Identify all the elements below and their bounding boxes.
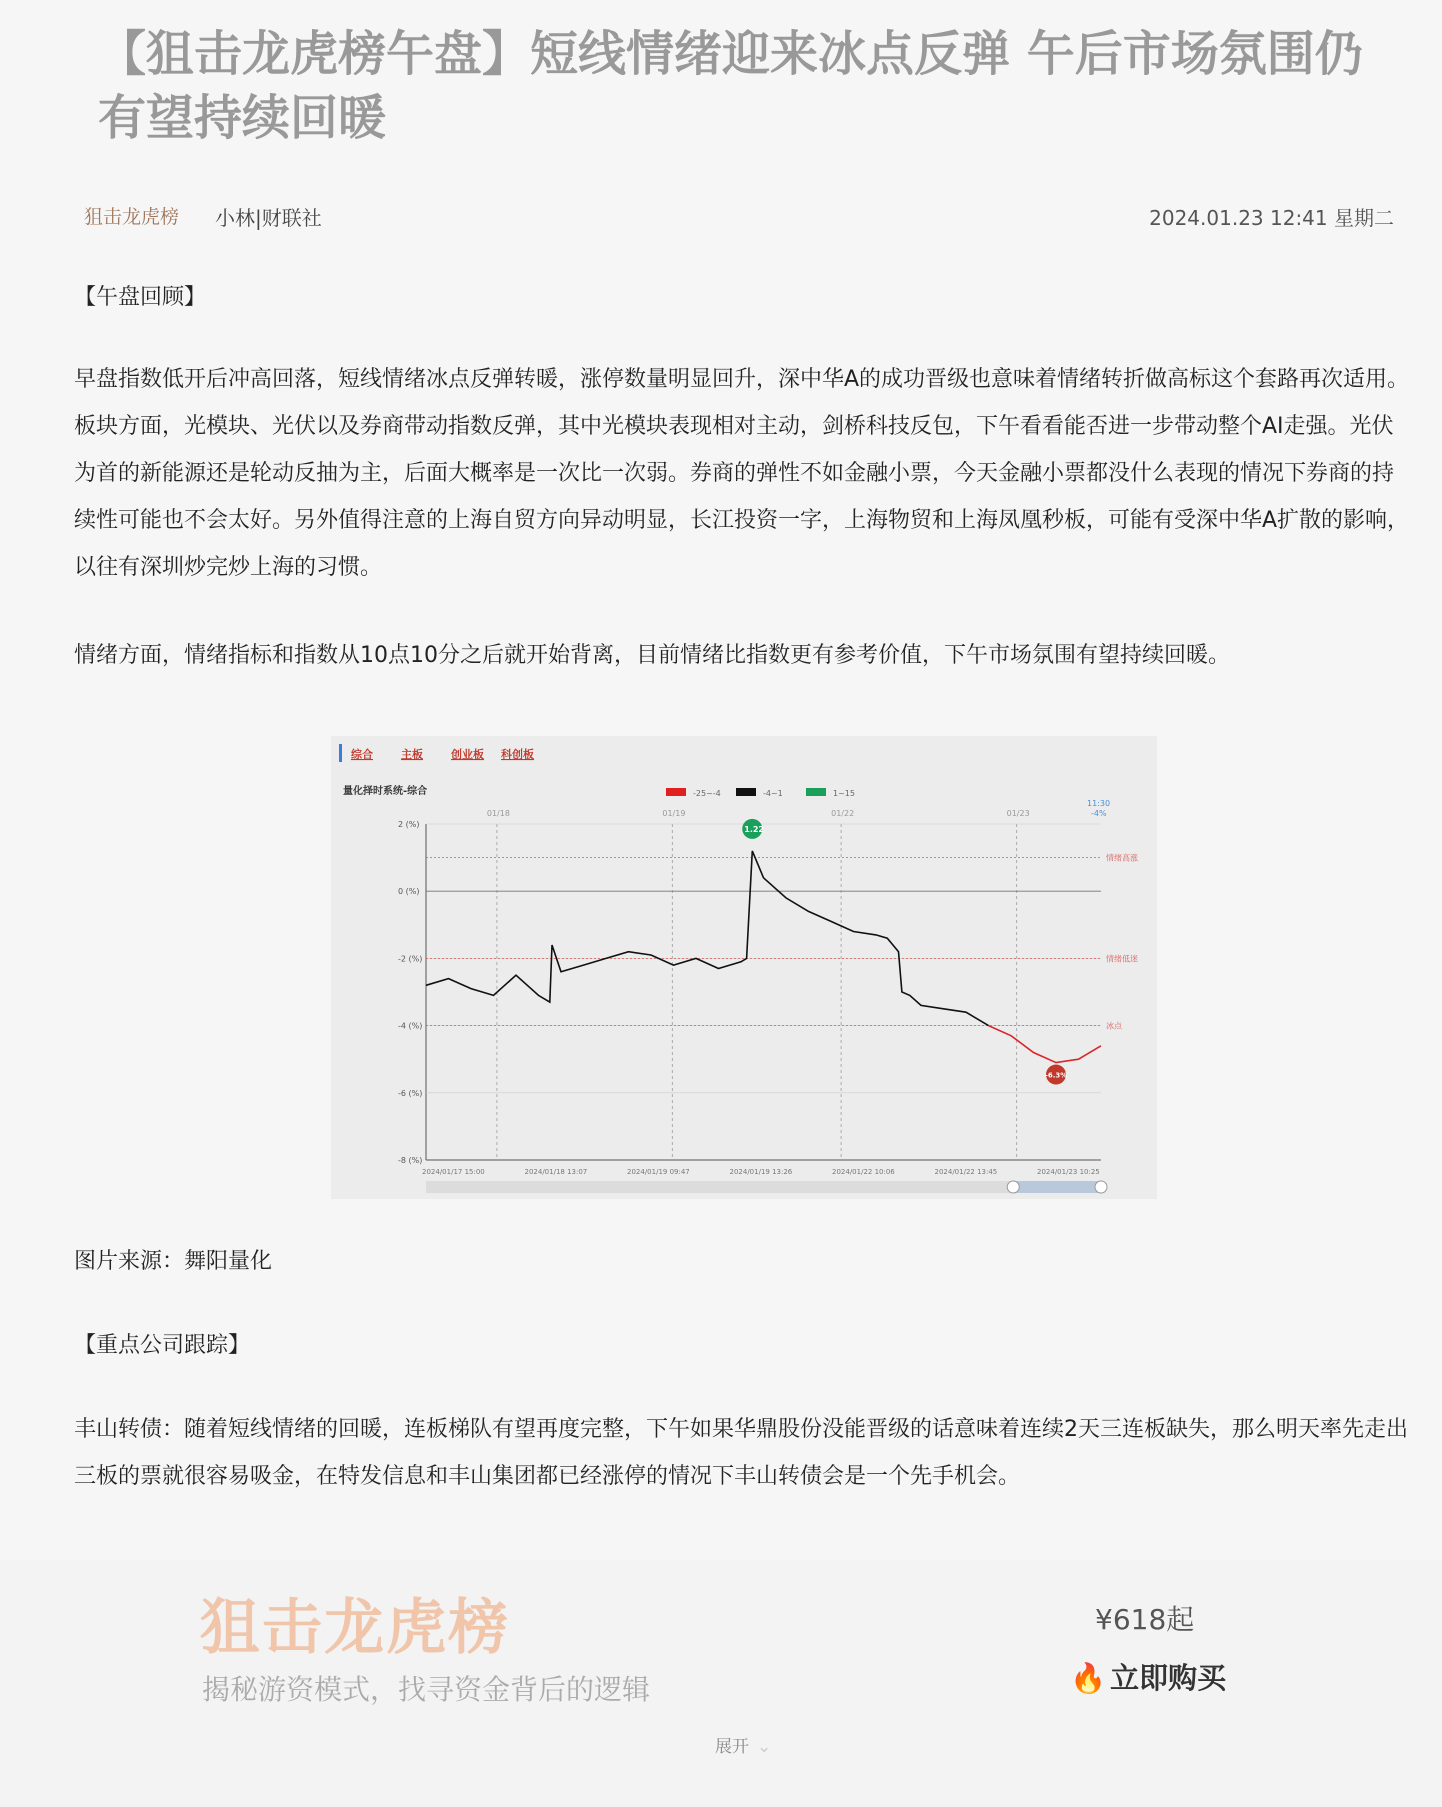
legend-swatch <box>666 788 686 796</box>
section-heading-review: 【午盘回顾】 <box>74 285 207 310</box>
paragraph-review: 早盘指数低开后冲高回落，短线情绪冰点反弹转暖，涨停数量明显回升，深中华A的成功晋级也意味着情绪转折做高标这个套路再次适用。板块方面，光模块、光伏以及券商带动指数反弹，其中光模块表现相对主动，剑桥科技反包，下午看看能否进一步带动整个AI走强。光伏为首的新能源还是轮动反抽为主，后面大概率是一次比一次弱。券商的弹性不如金融小票，今天金融小票都没什么表现的情况下券商的持续性可能也不会太好。另外值得注意的上海自贸方向异动明显，长江投资一字，上海物贸和上海凤凰秒板，可能有受深中华A扩散的影响，以往有深圳炒完炒上海的习惯。 <box>74 367 1410 580</box>
chart-title: 量化择时系统-综合 <box>343 786 428 797</box>
chart-tab: 创业板 <box>451 748 484 761</box>
date-marker: 01/19 <box>662 809 686 818</box>
x-tick-label: 2024/01/22 13:45 <box>934 1168 998 1176</box>
chart-svg <box>331 736 1157 1199</box>
legend-label: -25~-4 <box>693 789 721 798</box>
promo-slogan: 揭秘游资模式，找寻资金背后的逻辑 <box>202 1673 651 1706</box>
sentiment-chart <box>331 736 1157 1199</box>
buy-now-button[interactable] <box>1070 1656 1226 1697</box>
y-tick-label: -4 (%) <box>398 1021 423 1031</box>
x-tick-label: 2024/01/22 10:06 <box>832 1168 895 1176</box>
channel-link[interactable]: 狙击龙虎榜 <box>84 206 180 228</box>
flame-icon: 🔥 <box>1070 1661 1107 1695</box>
trough-label: -6.3% <box>1045 1071 1068 1080</box>
promo-card <box>0 1560 1442 1807</box>
date-marker: 01/18 <box>486 809 510 818</box>
navigator-window <box>1013 1181 1101 1193</box>
article-meta <box>0 202 1442 236</box>
y-tick-label: 2 (%) <box>398 820 420 829</box>
date-marker: 01/23 <box>1006 809 1030 818</box>
threshold-label: 冰点 <box>1106 1021 1122 1031</box>
sentiment-line-cold <box>989 1026 1102 1063</box>
peak-label: 1.22 <box>744 824 764 834</box>
article-title: 【狙击龙虎榜午盘】短线情绪迎来冰点反弹 午后市场氛围仍有望持续回暖 <box>98 26 1363 146</box>
date-marker: 01/22 <box>831 809 855 818</box>
y-tick-label: -8 (%) <box>398 1156 423 1165</box>
x-tick-label: 2024/01/17 15:00 <box>422 1168 485 1176</box>
x-tick-label: 2024/01/19 09:47 <box>627 1168 690 1176</box>
chart-tab: 主板 <box>401 748 423 761</box>
publish-datetime: 2024.01.23 12:41 星期二 <box>1149 206 1394 230</box>
author-name: 小林|财联社 <box>215 206 322 230</box>
buy-now-label: 立即购买 <box>1110 1661 1227 1695</box>
legend-swatch <box>736 788 756 796</box>
y-tick-label: 0 (%) <box>398 887 420 897</box>
corner-time: 11:30 <box>1087 799 1111 808</box>
chevron-down-icon: ⌄ <box>757 1737 772 1757</box>
corner-pct: -4% <box>1091 809 1107 818</box>
navigator-handle-right <box>1095 1181 1107 1193</box>
legend-label: 1~15 <box>833 789 855 798</box>
navigator-handle-left <box>1007 1181 1019 1193</box>
paragraph-company: 丰山转债：随着短线情绪的回暖，连板梯队有望再度完整，下午如果华鼎股份没能晋级的话意味着连续2天三连板缺失，那么明天率先走出三板的票就很容易吸金，在特发信息和丰山集团都已经涨停的情况下丰山转债会是一个先手机会。 <box>74 1417 1409 1489</box>
paragraph-sentiment: 情绪方面，情绪指标和指数从10点10分之后就开始背离，目前情绪比指数更有参考价值，下午市场氛围有望持续回暖。 <box>74 643 1230 668</box>
promo-brand: 狙击龙虎榜 <box>200 1593 510 1663</box>
threshold-label: 情绪低迷 <box>1106 954 1138 964</box>
image-source: 图片来源：舞阳量化 <box>74 1249 273 1274</box>
sentiment-line-normal <box>426 851 989 1026</box>
threshold-label: 情绪高涨 <box>1106 853 1138 863</box>
legend-swatch <box>806 788 826 796</box>
x-tick-label: 2024/01/18 13:07 <box>524 1168 588 1176</box>
promo-price: ¥618起 <box>1095 1603 1195 1636</box>
y-tick-label: -2 (%) <box>398 954 423 964</box>
tab-indicator <box>339 744 342 762</box>
legend-label: -4~1 <box>763 789 783 798</box>
x-tick-label: 2024/01/23 10:25 <box>1037 1168 1100 1176</box>
y-tick-label: -6 (%) <box>398 1088 423 1098</box>
expand-button[interactable] <box>715 1732 771 1757</box>
section-heading-companies: 【重点公司跟踪】 <box>74 1333 251 1358</box>
x-tick-label: 2024/01/19 13:26 <box>729 1168 793 1176</box>
expand-label: 展开 <box>715 1737 749 1757</box>
chart-tab: 科创板 <box>501 748 534 761</box>
chart-navigator <box>426 1181 1101 1193</box>
chart-tab: 综合 <box>351 748 373 761</box>
